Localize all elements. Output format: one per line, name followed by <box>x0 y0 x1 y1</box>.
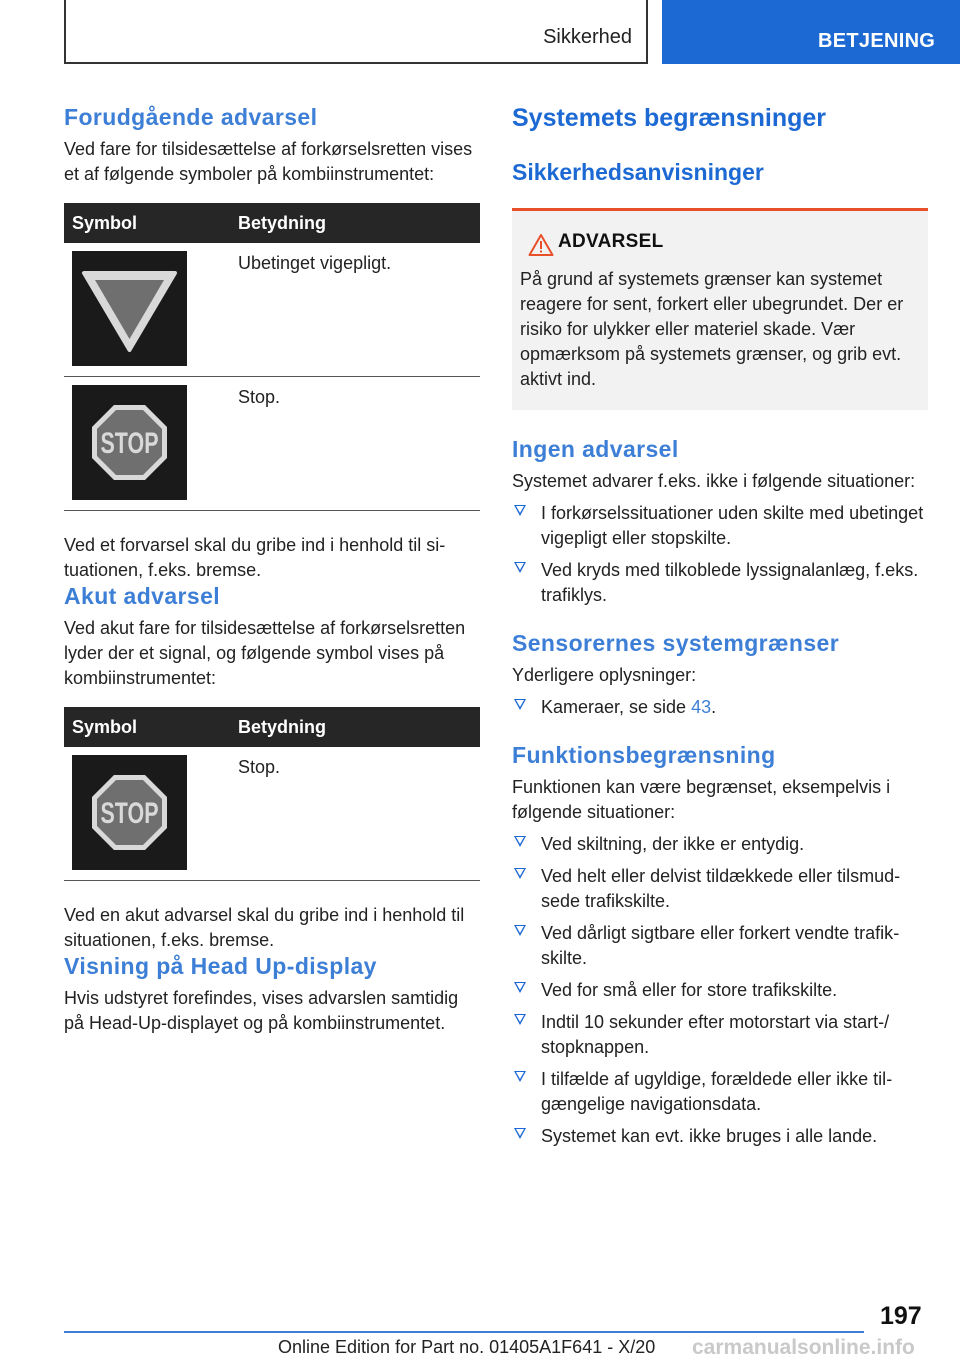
meaning-cell: Stop. <box>238 747 480 881</box>
paragraph-forudgaaende-after: Ved et forvarsel skal du gribe ind i henhold til situationen, f.eks. bremse. <box>64 535 446 580</box>
list-item: Ved helt eller delvist tildækkede eller tilsmudsede trafikskilte. <box>512 864 928 914</box>
watermark: carmanualsonline.info <box>692 1336 915 1359</box>
list-item: Ved dårligt sigtbare eller forkert vendte trafikskilte. <box>512 921 928 971</box>
svg-text:STOP: STOP <box>100 797 159 830</box>
svg-text:STOP: STOP <box>100 427 159 460</box>
heading-sensorernes-systemgraenser: Sensorernes systemgrænser <box>512 630 840 656</box>
table-row <box>64 377 480 511</box>
heading-forudgaaende-advarsel: Forudgående advarsel <box>64 104 318 130</box>
right-column <box>512 104 928 1149</box>
warning-label: ADVARSEL <box>558 231 664 252</box>
page-title: Systemets begrænsninger <box>512 104 826 132</box>
bullet-triangle-icon <box>514 836 526 847</box>
table-header-meaning: Betydning <box>238 203 480 243</box>
paragraph-akut-intro: Ved akut fare for tilsidesættelse af forkørselsretten lyder der et signal, og følgende symbol vises på kombiinstrumentet: <box>64 618 466 688</box>
left-column <box>64 104 480 1036</box>
heading-funktionsbegraensning: Funktionsbegrænsning <box>512 742 776 768</box>
meaning-cell: Ubetinget vigepligt. <box>238 243 480 377</box>
bullet-triangle-icon <box>514 1014 526 1025</box>
header-section-box <box>64 0 648 64</box>
list-item: Ved for små eller for store trafikskilte. <box>512 978 928 1003</box>
paragraph-akut-after: Ved en akut advarsel skal du gribe ind i henhold til situationen, f.eks. bremse. <box>64 905 465 950</box>
ingen-advarsel-list <box>512 501 928 608</box>
paragraph-head-up-body: Hvis udstyret forefindes, vises advarslen samtidig på Head-Up-displayet og på kombiinstrumentet. <box>64 988 459 1033</box>
heading-head-up-display: Visning på Head Up-display <box>64 953 377 979</box>
bullet-triangle-icon <box>514 505 526 516</box>
list-item: Kameraer, se side 43. <box>512 695 928 720</box>
symbol-cell <box>64 377 238 511</box>
table-header-symbol: Symbol <box>64 707 238 747</box>
section-title: Sikkerhed <box>543 26 632 48</box>
sensorer-list <box>512 695 928 720</box>
paragraph-sensorer-intro: Yderligere oplysninger: <box>512 665 697 685</box>
page-reference-link[interactable]: 43 <box>691 697 712 717</box>
list-item: Indtil 10 sekunder efter motorstart via start-/ stopknappen. <box>512 1010 928 1060</box>
footer-divider <box>64 1331 864 1333</box>
chapter-tab[interactable]: BETJENING <box>662 0 960 64</box>
bullet-triangle-icon <box>514 1071 526 1082</box>
bullet-triangle-icon <box>514 1128 526 1139</box>
symbol-table-1 <box>64 203 480 511</box>
bullet-triangle-icon <box>514 868 526 879</box>
warning-text: På grund af systemets grænser kan systemet reagere for sent, forkert eller ubegrundet. Der er risiko for ulykker eller materiel skade. Vær opmærksom på systemets grænser, og grib evt. aktivt ind. <box>520 269 904 389</box>
list-item: Ved kryds med tilkoblede lyssignalanlæg, f.eks. trafiklys. <box>512 558 928 608</box>
list-item: Ved skiltning, der ikke er entydig. <box>512 832 928 857</box>
paragraph-forudgaaende-intro: Ved fare for tilsidesættelse af forkørselsretten vises et af følgende symboler på kombiinstrumentet: <box>64 139 473 184</box>
paragraph-ingen-intro: Systemet advarer f.eks. ikke i følgende situationer: <box>512 471 916 491</box>
bullet-triangle-icon <box>514 925 526 936</box>
paragraph-funktion-intro: Funktionen kan være begrænset, eksempelvis i følgende situationer: <box>512 777 891 822</box>
heading-ingen-advarsel: Ingen advarsel <box>512 436 679 462</box>
table-header-symbol: Symbol <box>64 203 238 243</box>
yield-sign-icon <box>72 251 187 366</box>
symbol-cell <box>64 243 238 377</box>
warning-box <box>512 208 928 410</box>
table-row <box>64 243 480 377</box>
bullet-triangle-icon <box>514 562 526 573</box>
list-item: Systemet kan evt. ikke bruges i alle lande. <box>512 1124 928 1149</box>
page-number: 197 <box>880 1302 922 1330</box>
list-item: I forkørselssituationer uden skilte med ubetinget vigepligt eller stopskilte. <box>512 501 928 551</box>
list-item: I tilfælde af ugyldige, forældede eller ikke tilgængelige navigationsdata. <box>512 1067 928 1117</box>
symbol-cell <box>64 747 238 881</box>
table-header-meaning: Betydning <box>238 707 480 747</box>
footer-edition: Online Edition for Part no. 01405A1F641 - X/20 <box>278 1337 656 1357</box>
bullet-triangle-icon <box>514 699 526 710</box>
stop-sign-icon <box>72 755 187 870</box>
bullet-triangle-icon <box>514 982 526 993</box>
table-row <box>64 747 480 881</box>
symbol-table-2 <box>64 707 480 881</box>
heading-akut-advarsel: Akut advarsel <box>64 583 221 609</box>
meaning-cell: Stop. <box>238 377 480 511</box>
funktion-list <box>512 832 928 1149</box>
warning-triangle-icon <box>528 233 554 257</box>
stop-sign-icon <box>72 385 187 500</box>
heading-sikkerhedsanvisninger: Sikkerhedsanvisninger <box>512 159 764 185</box>
